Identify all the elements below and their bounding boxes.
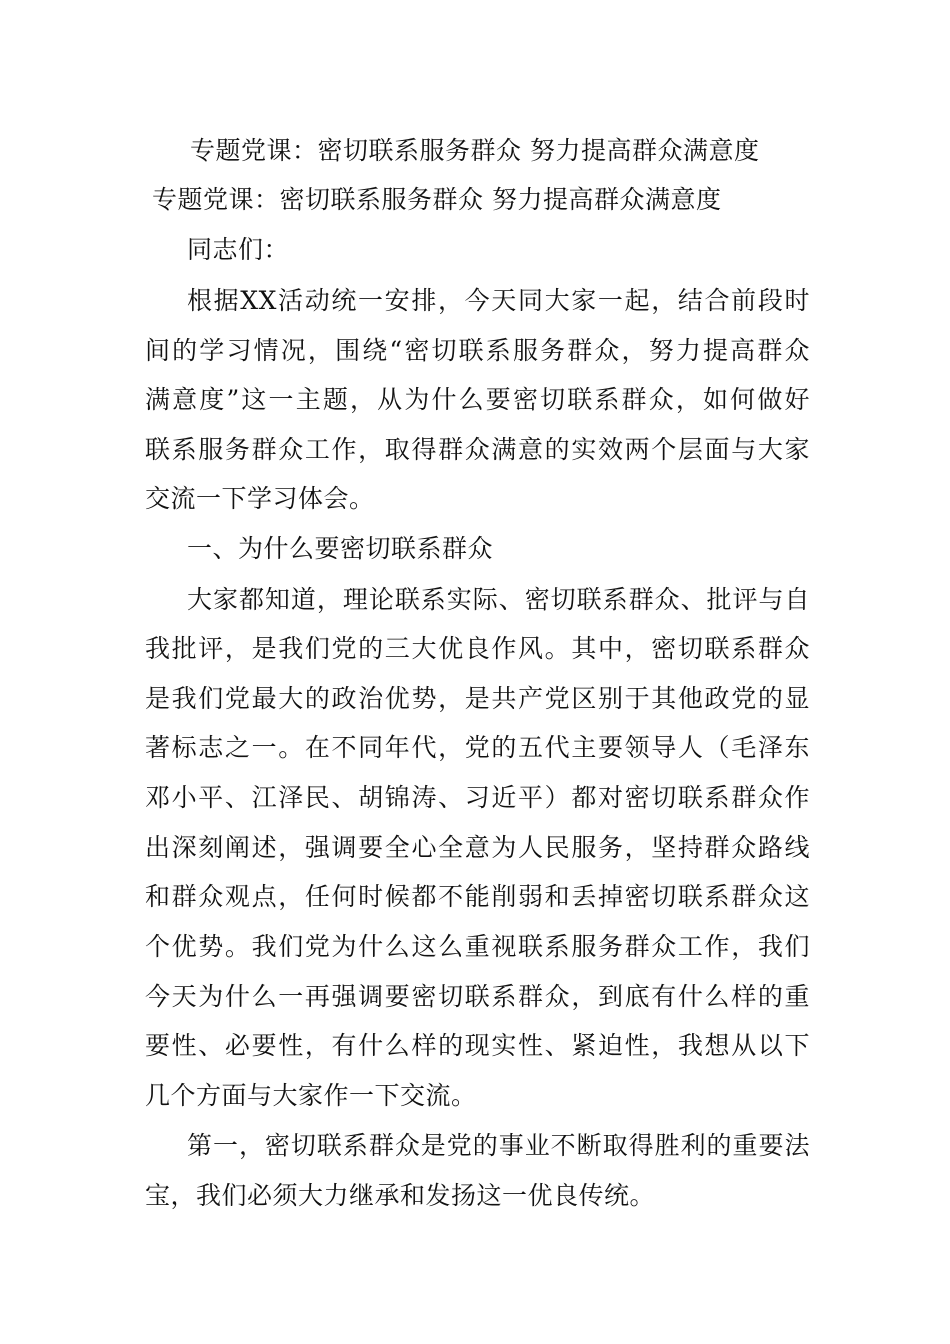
- paragraph-line: 出深刻阐述，强调要全心全意为人民服务，坚持群众路线: [145, 833, 810, 862]
- salutation: 同志们：: [187, 235, 290, 264]
- paragraph-line: 邓小平、江泽民、胡锦涛、习近平）都对密切联系群众作: [145, 783, 810, 812]
- paragraph-line: 满意度”这一主题，从为什么要密切联系群众，如何做好: [145, 385, 810, 414]
- paragraph-line: 第一，密切联系群众是党的事业不断取得胜利的重要法: [187, 1131, 810, 1160]
- paragraph-line: 宝，我们必须大力继承和发扬这一优良传统。: [145, 1181, 656, 1210]
- paragraph-line: 个优势。我们党为什么这么重视联系服务群众工作，我们: [145, 932, 810, 961]
- paragraph-line: 著标志之一。在不同年代，党的五代主要领导人（毛泽东: [145, 733, 810, 762]
- document-title-repeat: 专题党课：密切联系服务群众 努力提高群众满意度: [152, 185, 722, 214]
- paragraph-line: 要性、必要性，有什么样的现实性、紧迫性，我想从以下: [145, 1031, 810, 1060]
- paragraph-line: 和群众观点，任何时候都不能削弱和丢掉密切联系群众这: [145, 882, 810, 911]
- paragraph-line: 根据XX活动统一安排，今天同大家一起，结合前段时: [187, 286, 810, 315]
- paragraph-line: 联系服务群众工作，取得群众满意的实效两个层面与大家: [145, 435, 810, 464]
- paragraph-line: 大家都知道，理论联系实际、密切联系群众、批评与自: [187, 585, 810, 614]
- paragraph-line: 我批评，是我们党的三大优良作风。其中，密切联系群众: [145, 634, 810, 663]
- paragraph-line: 几个方面与大家作一下交流。: [145, 1081, 477, 1110]
- paragraph-line: 交流一下学习体会。: [145, 484, 375, 513]
- paragraph-line: 间的学习情况，围绕“密切联系服务群众，努力提高群众: [145, 336, 810, 365]
- section-heading: 一、为什么要密切联系群众: [187, 534, 494, 563]
- paragraph-line: 是我们党最大的政治优势，是共产党区别于其他政党的显: [145, 684, 810, 713]
- paragraph-line: 今天为什么一再强调要密切联系群众，到底有什么样的重: [145, 982, 810, 1011]
- document-title: 专题党课：密切联系服务群众 努力提高群众满意度: [190, 136, 760, 165]
